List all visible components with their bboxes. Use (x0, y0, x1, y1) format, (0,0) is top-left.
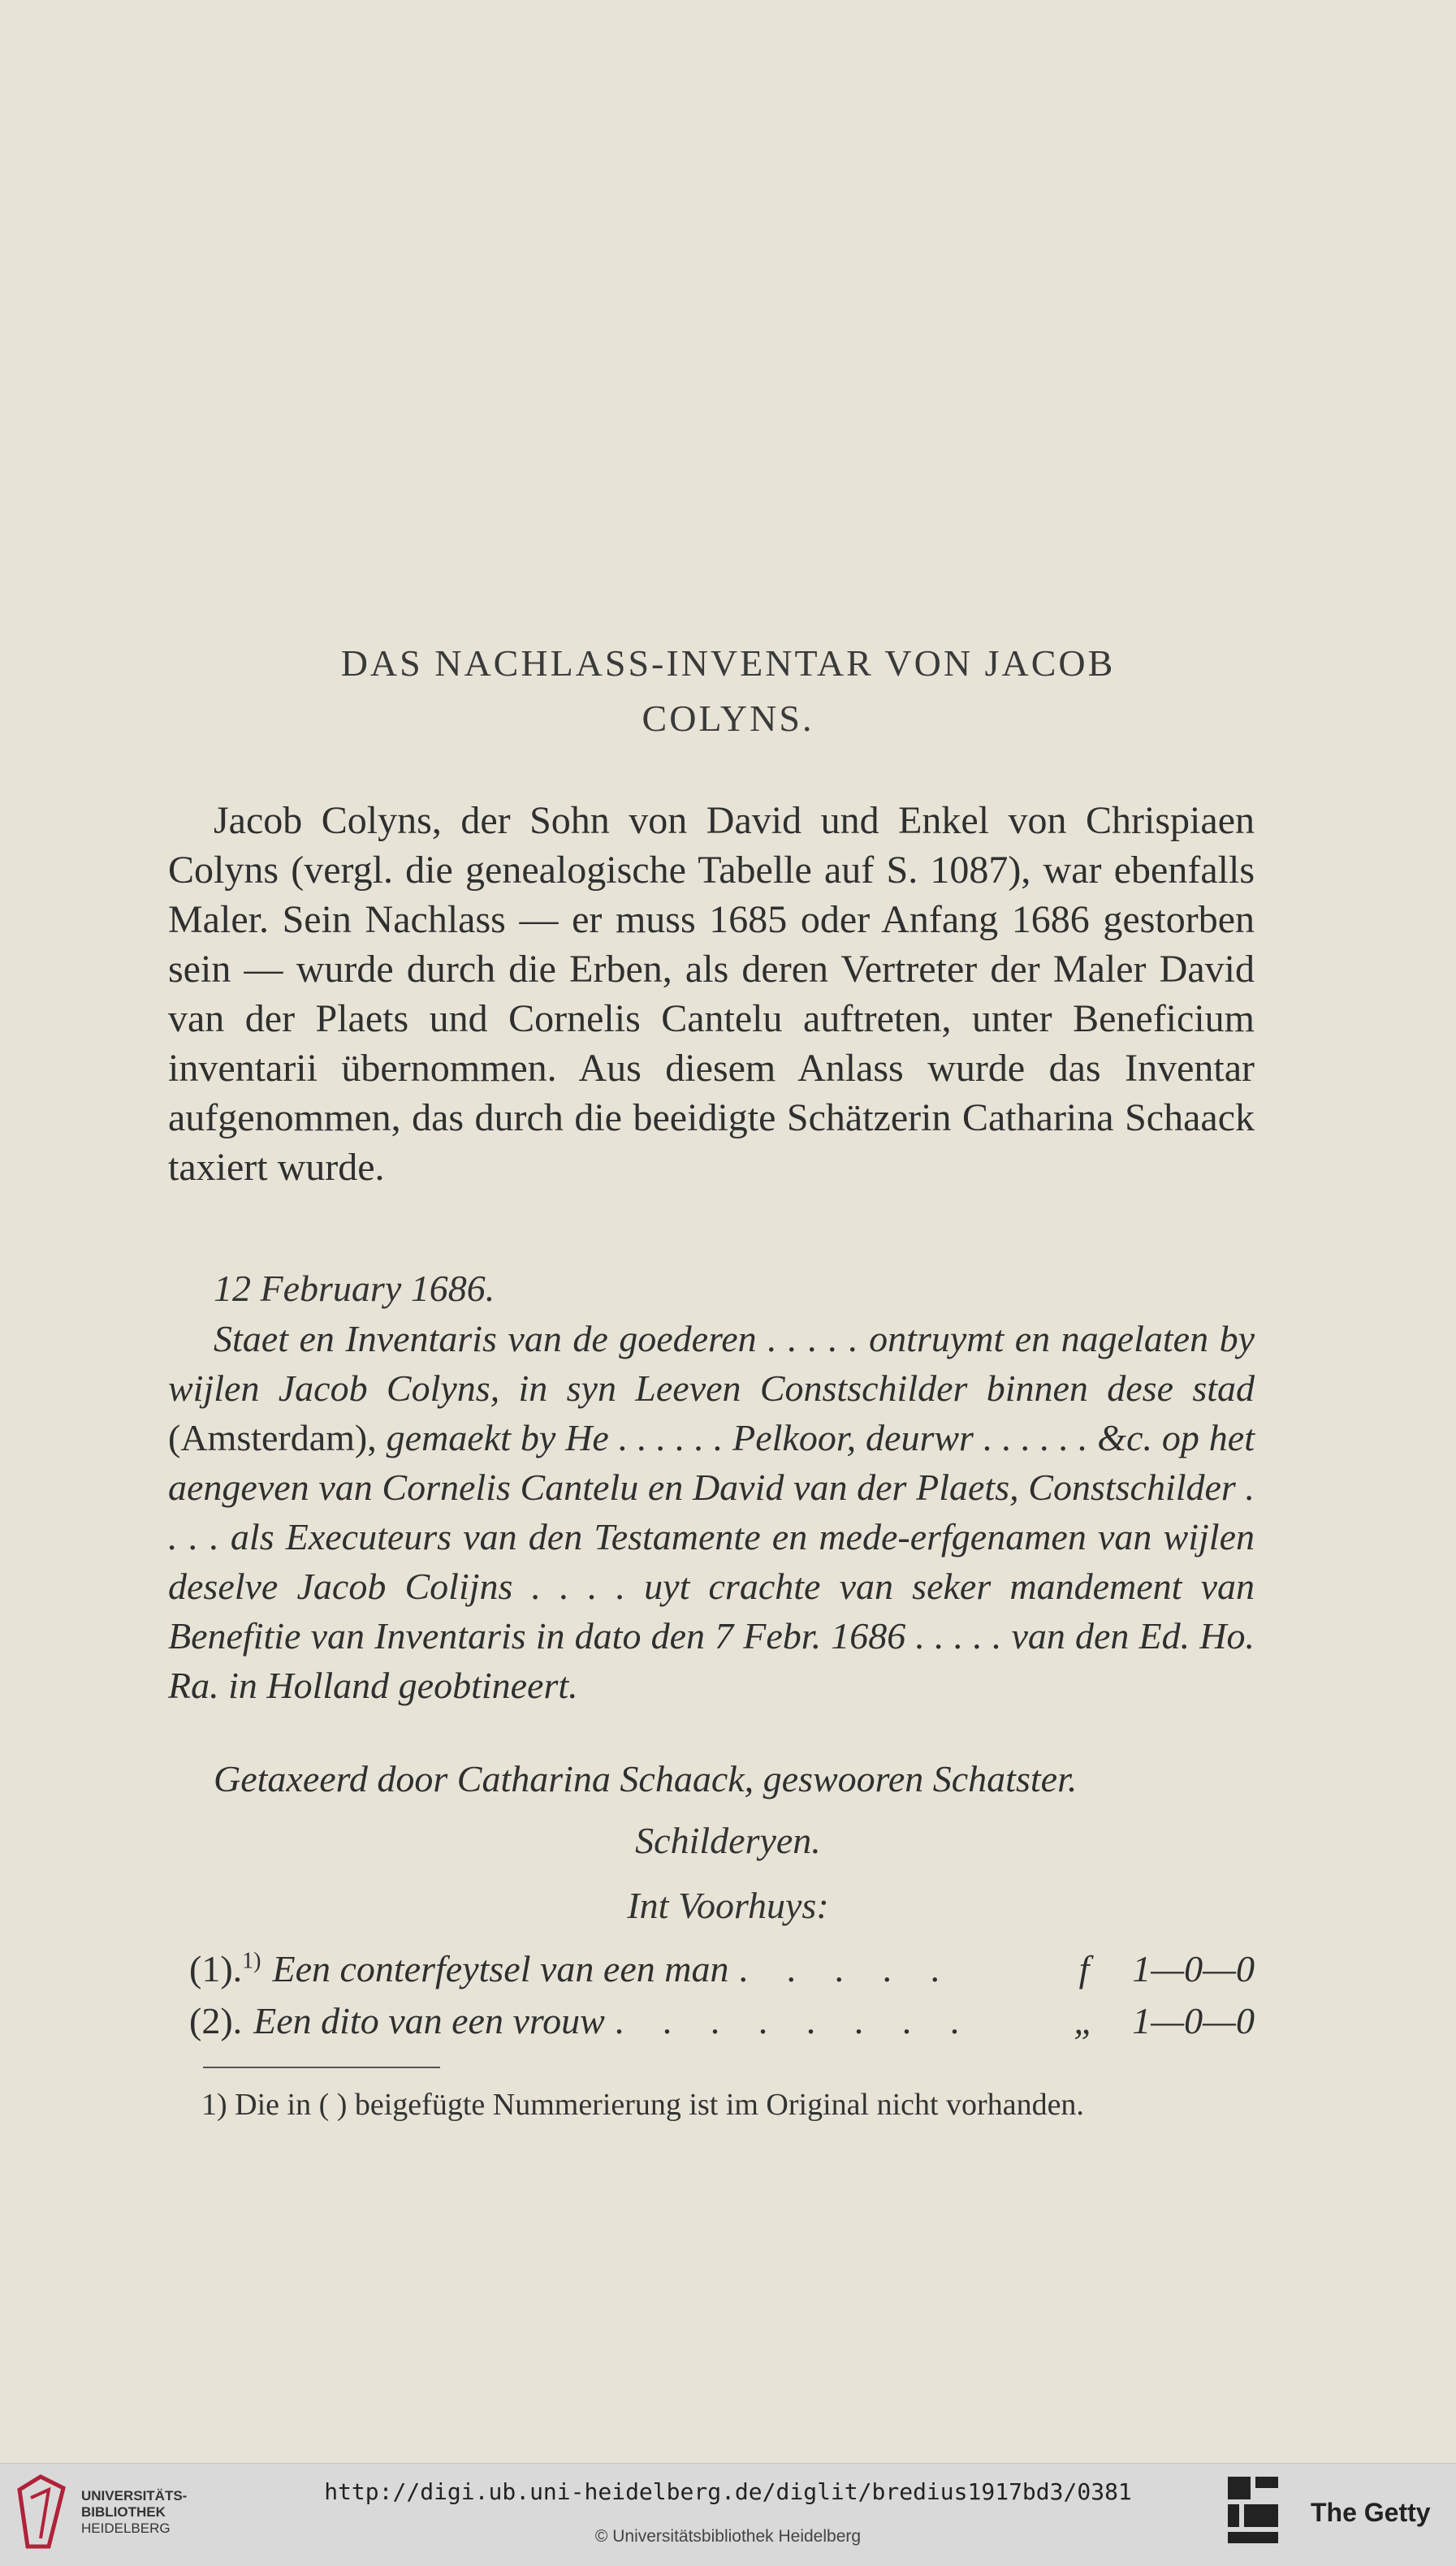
intro-paragraph-text: Jacob Colyns, der Sohn von David und Enkel von Chrispiaen Colyns (vergl. die genealogische Tabelle auf S. 1087), war ebenfalls Maler. Sein Nachlass — er muss 1685 oder Anfang 1686 gestorben sein — wurde durch die Erben, als deren Vertreter der Maler David van der Plaets und Cornelis Cantelu auftreten, unter Beneficium inventarii übernommen. Aus diesem Anlass wurde das Inventar aufgenommen, das durch die beeidigte Schätzerin Catharina Schaack taxiert wurde. (168, 799, 1255, 1189)
item-number: (2). (189, 2000, 243, 2041)
taxed-by-text: Getaxeerd door Catharina Schaack, geswooren Schatster. (214, 1758, 1078, 1799)
item-number: (1).$^{1)}$ (189, 1948, 261, 1989)
library-name: UNIVERSITÄTS- BIBLIOTHEK HEIDELBERG (81, 2488, 188, 2536)
viewer-footer (0, 2463, 1456, 2566)
document-date: 12 February 1686. (214, 1268, 495, 1309)
footnote-ref: 1) (242, 1948, 261, 1974)
item-dots: . . . . . . . . (614, 2000, 974, 2041)
item-price: 1—0—0 (1132, 1948, 1255, 1989)
getty-logo-icon (1225, 2473, 1281, 2555)
document-text-part2: gemaekt by He . . . . . . Pelkoor, deurwr . . . . . . &c. op het aengeven van Cornelis Cantelu en David van der Plaets, Constschilder . . . . als Executeurs van den Testamente en mede-erfgenamen van wijlen deselve Jacob Colijns . . . . uyt crachte van seker mandement van Benefitie van Inventaris in dato den 7 Febr. 1686 . . . . . van den Ed. Ho. Ra. in Holland geobtineert. (168, 1417, 1255, 1706)
getty-label: The Getty (1311, 2498, 1431, 2527)
intro-paragraph (168, 796, 1255, 1192)
page-title-line1: DAS NACHLASS-INVENTAR VON JACOB (340, 642, 1116, 684)
copyright-text: © Universitätsbibliothek Heidelberg (594, 2527, 862, 2546)
item-dots: . . . . . (738, 1948, 954, 1989)
inventory-item (189, 1947, 1255, 1990)
footnote: 1) Die in ( ) beigefügte Nummerierung ist im Original nicht vorhanden. (201, 2088, 1084, 2122)
item-description: Een conterfeytsel van een man (272, 1948, 729, 1989)
document-text-part1: Staet en Inventaris van de goederen . . . . . ontruymt en nagelaten by wijlen Jacob Colyns, in syn Leeven Constschilder binnen dese stad (168, 1318, 1255, 1409)
permalink-url[interactable]: http://digi.ub.uni-heidelberg.de/diglit/bredius1917bd3/0381 (324, 2478, 1132, 2505)
page-title-line2: COLYNS. (642, 698, 814, 739)
section-heading: Schilderyen. (635, 1820, 821, 1861)
inventory-item (189, 1999, 1255, 2042)
item-unit: f (1078, 1948, 1090, 1989)
footnote-divider (203, 2067, 440, 2068)
item-unit: „ (1074, 2000, 1095, 2041)
item-description: Een dito van een vrouw (253, 2000, 605, 2041)
taxed-by-line (168, 1754, 1255, 1804)
item-price: 1—0—0 (1132, 2000, 1255, 2041)
subsection-heading: Int Voorhuys: (627, 1885, 829, 1926)
document-text (168, 1314, 1255, 1710)
document-text-amsterdam: (Amsterdam), (168, 1417, 387, 1458)
